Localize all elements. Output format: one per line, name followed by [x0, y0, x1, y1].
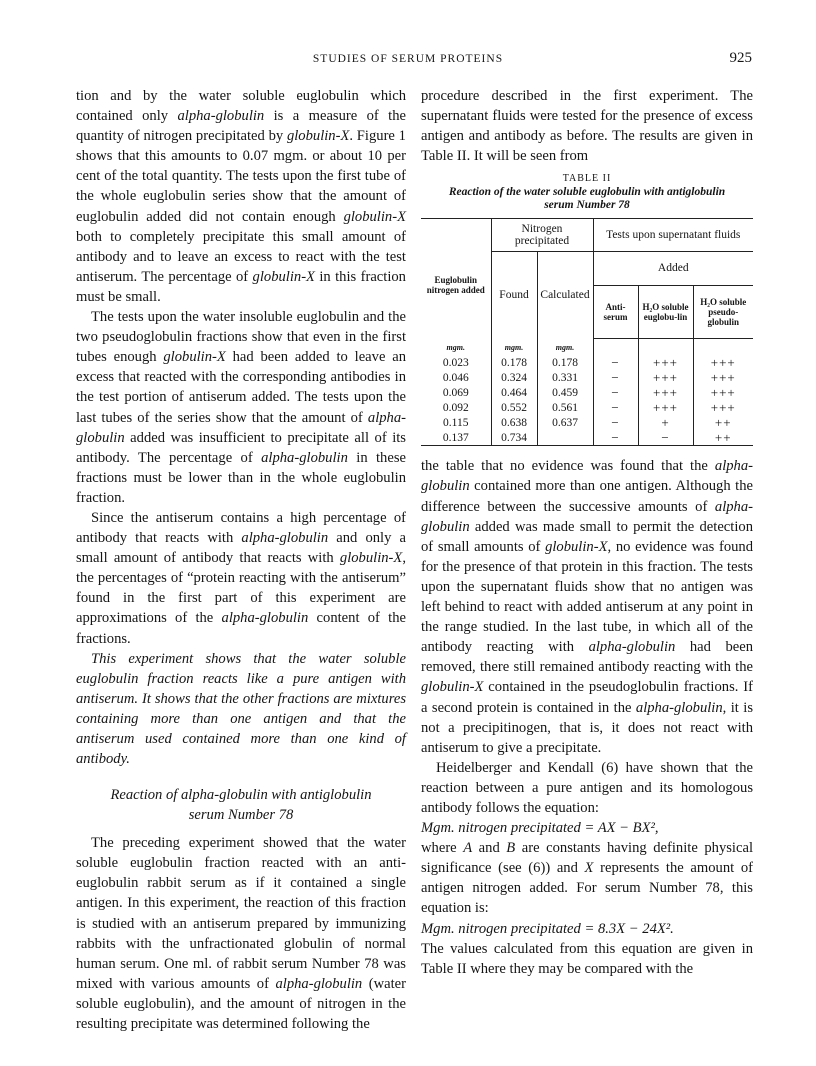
left-column	[76, 86, 406, 1034]
header-h2o-pseudoglobulin: H₂O soluble pseudo-globulin	[693, 285, 753, 338]
header-added: Added	[593, 252, 753, 285]
cell-found: 0.734	[491, 430, 537, 446]
unit-euglobulin: mgm.	[421, 338, 491, 355]
paragraph-conclusion: This experiment shows that the water soluble euglobulin fraction reacts like a pure antigen with antiserum. It shows that the other fractions are mixtures containing more than one antigen and that the antiserum used contained more than one kind of antibody.	[76, 650, 406, 768]
cell-antiserum: −	[593, 415, 638, 430]
header-h2o-euglobulin: H₂O soluble euglobu-lin	[638, 285, 693, 338]
cell-antiserum: −	[593, 430, 638, 446]
unit-calculated: mgm.	[537, 338, 593, 355]
paragraph-final: The values calculated from this equation are given in Table II where they may be compared with the	[421, 940, 753, 977]
cell-h2o-pseudoglobulin: +++	[693, 400, 753, 415]
cell-found: 0.324	[491, 370, 537, 385]
section-heading-line-2: serum Number 78	[188, 807, 294, 824]
section-heading	[76, 785, 406, 825]
cell-h2o-euglobulin: +++	[638, 355, 693, 370]
cell-h2o-euglobulin: −	[638, 430, 693, 446]
unit-found: mgm.	[491, 338, 537, 355]
running-head	[0, 50, 816, 70]
cell-euglobulin: 0.115	[421, 415, 491, 430]
cell-calculated: 0.331	[537, 370, 593, 385]
cell-calculated: 0.459	[537, 385, 593, 400]
paragraph-procedure: procedure described in the first experiment. The supernatant fluids were tested for the presence of excess antigen and antibody as before. The results are given in Table II. It will be seen from	[421, 88, 753, 165]
cell-calculated: 0.637	[537, 415, 593, 430]
paragraph-preceding-experiment: The preceding experiment showed that the water soluble euglobulin fraction reacted with an anti-euglobulin rabbit serum as if it contained a single antigen. In this experiment, the reaction of this fraction is studied with an antiserum prepared by immunizing rabbits with the unfractionated globulin of normal human serum. One ml. of rabbit serum Number 78 was mixed with various amounts of alpha-globulin (water soluble euglobulin), and the amount of nitrogen in the resulting precipitate was determined following the	[76, 835, 406, 1033]
table-ii	[421, 218, 753, 446]
cell-found: 0.638	[491, 415, 537, 430]
cell-calculated: 0.178	[537, 355, 593, 370]
table-row	[421, 415, 753, 430]
cell-h2o-pseudoglobulin: +++	[693, 385, 753, 400]
cell-antiserum: −	[593, 385, 638, 400]
table-unit-row	[421, 338, 753, 355]
cell-antiserum: −	[593, 370, 638, 385]
cell-calculated: 0.561	[537, 400, 593, 415]
table-row	[421, 400, 753, 415]
cell-h2o-pseudoglobulin: +++	[693, 370, 753, 385]
cell-found: 0.552	[491, 400, 537, 415]
header-calculated: Calculated	[537, 252, 593, 339]
cell-h2o-euglobulin: +	[638, 415, 693, 430]
cell-h2o-pseudoglobulin: ++	[693, 430, 753, 446]
table-row	[421, 385, 753, 400]
cell-h2o-euglobulin: +++	[638, 400, 693, 415]
header-antiserum: Anti-serum	[593, 285, 638, 338]
cell-antiserum: −	[593, 355, 638, 370]
table-title-line-1: Reaction of the water soluble euglobulin with antiglobulin	[448, 186, 726, 199]
cell-calculated	[537, 430, 593, 446]
header-tests-supernatant: Tests upon supernatant fluids	[593, 219, 753, 252]
right-column	[421, 86, 753, 979]
cell-h2o-pseudoglobulin: ++	[693, 415, 753, 430]
paragraph-antiserum: Since the antiserum contains a high percentage of antibody that reacts with alpha-globulin and only a small amount of antibody that reacts with globulin-X, the percentages of “protein reacting with the antiserum” found in the first part of this experiment are approximations of the alpha-globulin content of the fractions.	[76, 509, 406, 647]
table-title	[421, 186, 753, 212]
header-nitrogen-precipitated: Nitrogen precipitated	[491, 219, 593, 252]
paragraph-continuation: tion and by the water soluble euglobulin which contained only alpha-globulin is a measure of the quantity of nitrogen precipitated by globulin-X. Figure 1 shows that this amounts to 0.07 mgm. or about 10 per cent of the total quantity. The tests upon the first tube of the whole euglobulin series show that the amount of euglobulin added did not contain enough globulin-X both to completely precipitate this small amount of antibody and to leave an excess to react with the test antiserum. The percentage of globulin-X in this fraction must be small.	[76, 88, 406, 305]
table-label: TABLE II	[562, 173, 612, 185]
running-title: STUDIES OF SERUM PROTEINS	[312, 53, 504, 65]
cell-antiserum: −	[593, 400, 638, 415]
table-title-line-2: serum Number 78	[544, 199, 630, 212]
cell-euglobulin: 0.092	[421, 400, 491, 415]
page-number: 925	[729, 50, 752, 66]
cell-found: 0.464	[491, 385, 537, 400]
header-euglobulin-nitrogen: Euglobulin nitrogen added	[421, 219, 491, 339]
paragraph-heidelberger: Heidelberger and Kendall (6) have shown that the reaction between a pure antigen and its homologous antibody follows the equation:	[421, 759, 753, 816]
cell-found: 0.178	[491, 355, 537, 370]
cell-h2o-pseudoglobulin: +++	[693, 355, 753, 370]
header-found: Found	[491, 252, 537, 339]
cell-h2o-euglobulin: +++	[638, 385, 693, 400]
cell-h2o-euglobulin: +++	[638, 370, 693, 385]
cell-euglobulin: 0.023	[421, 355, 491, 370]
section-heading-line-1: Reaction of alpha-globulin with antiglobulin	[110, 787, 372, 804]
paragraph-water-insoluble: The tests upon the water insoluble euglobulin and the two pseudoglobulin fractions show that even in the first tubes enough globulin-X had been added to leave an excess that reacted with the corresponding antibodies in the test portion of antiserum added. The tests upon the last tubes of the series show that the amount of alpha-globulin added was insufficient to precipitate all of its antibody. The percentage of alpha-globulin in these fractions must be lower than in the whole euglobulin fraction.	[76, 309, 406, 506]
cell-euglobulin: 0.069	[421, 385, 491, 400]
equation-general: Mgm. nitrogen precipitated = AX − BX²,	[421, 820, 659, 837]
table-row	[421, 430, 753, 446]
paragraph-table-discussion: the table that no evidence was found that the alpha-globulin contained more than one antigen. Although the difference between the successive amounts of alpha-globulin added was made small to permit the detection of small amounts of globulin-X, no evidence was found for the presence of that protein in this fraction. The tests upon the supernatant fluids show that no antigen was left behind to react with added antiserum at any point in the range studied. In the last tube, in which all of the antibody reacting with alpha-globulin had been removed, there still remained antibody reacting with the globulin-X contained in the pseudoglobulin fractions. If a second protein is contained in the alpha-globulin, it is not a precipitinogen, that is, it does not react with antiserum to give a precipitate.	[421, 458, 754, 756]
cell-euglobulin: 0.046	[421, 370, 491, 385]
table-row	[421, 355, 753, 370]
cell-euglobulin: 0.137	[421, 430, 491, 446]
table-row	[421, 370, 753, 385]
equation-serum-78: Mgm. nitrogen precipitated = 8.3X − 24X².	[421, 920, 674, 937]
table-body	[421, 338, 753, 446]
paragraph-where: where A and B are constants having definite physical significance (see (6)) and X represents the amount of antigen nitrogen added. For serum Number 78, this equation is:	[421, 840, 753, 917]
